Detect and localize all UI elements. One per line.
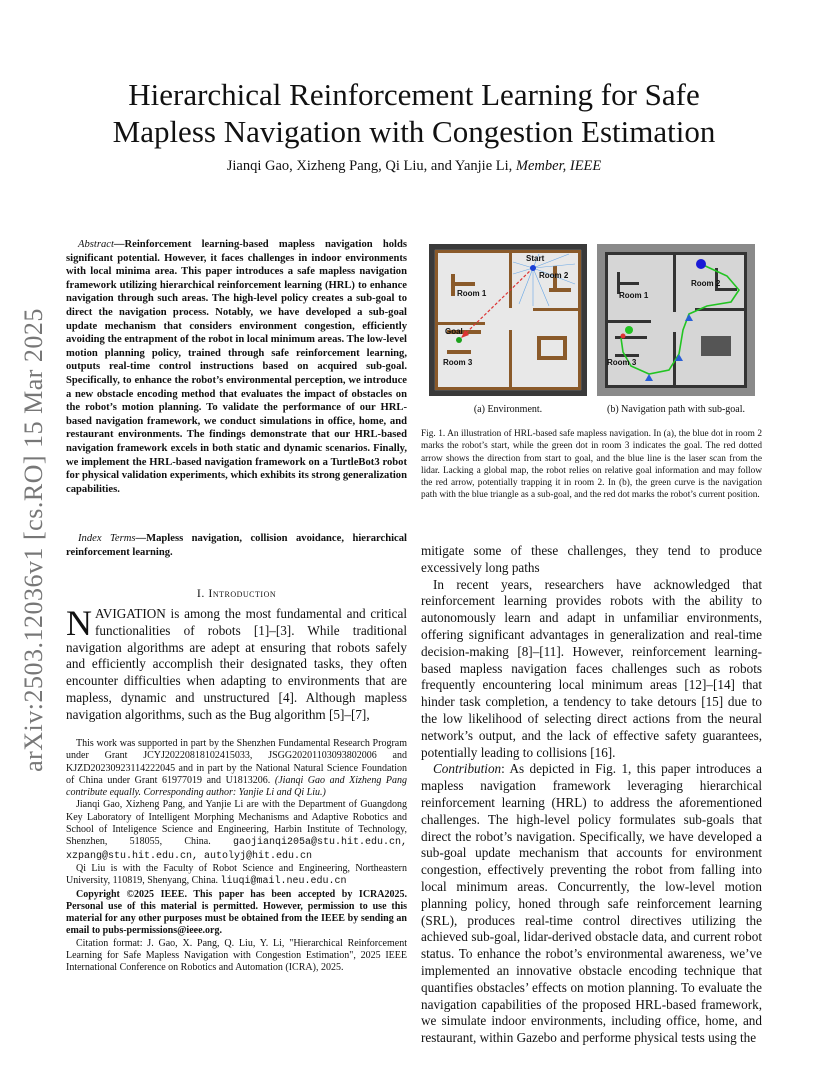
label-start: Start [526, 254, 545, 263]
abstract-label: Abstract [78, 239, 114, 250]
copyright-notice: Copyright ©2025 IEEE. This paper has been accepted by ICRA2025. Personal use of this material is permitted. However, permission to use this material for any other purposes must be obtained from the IEEE by sending an email to pubs-permissions@ieee.org. [66, 888, 407, 937]
email-gao: gaojianqi205a@stu.hit.edu.cn, [232, 837, 407, 849]
paragraph-recent-years: In recent years, researchers have acknowledged that reinforcement learning provides robots with the ability to autonomously learn and adapt in unfamiliar environments, offering significant advantages in generalization and real-time decision-making [8]–[11]. However, reinforcement learning-based mapless navigation faces challenges such as robots frequently encountering local minimum areas [12]–[14] that hinder task completion, a tendency to take detours [15] due to the low likelihood of selecting direct actions from the neural network’s output, and the lack of effective safety guarantees, potentially leading to collisions [16]. [421, 576, 762, 760]
footnote-liu: Qi Liu is with the Faculty of Robot Science and Engineering, Northeastern University, 110819, Shenyang, China. liuqi@mail.neu.edu.cn [66, 862, 407, 888]
environment-render [429, 244, 587, 396]
label-room-2b: Room 2 [691, 279, 721, 288]
author-line [60, 158, 768, 175]
label-room-1a: Room 1 [457, 289, 487, 298]
introduction-paragraph [66, 603, 407, 724]
subcaption-a: (a) Environment. [473, 404, 543, 415]
paragraph-contribution [421, 761, 762, 1047]
section-heading-introduction: I. Introduction [196, 586, 277, 600]
title-line-2: Mapless Navigation with Congestion Estimation [112, 114, 716, 149]
authors: Jianqi Gao, Xizheng Pang, Qi Liu, and Yanjie Li, [226, 158, 513, 174]
contribution-label: Contribution [433, 761, 502, 777]
label-goal: Goal [445, 327, 463, 336]
label-room-1b: Room 1 [619, 291, 649, 300]
footnotes [66, 738, 407, 975]
contribution-text: : As depicted in Fig. 1, this paper introduces a mapless navigation framework leveraging hierarchical reinforcement learning (HRL) to address the aforementioned challenges. The high-level policy formulates sub-goals that direct the robot’s navigation. Specifically, we have developed a sub-goal update mechanism that accounts for environment congestion, effectively preventing the robot from falling into local minimum areas. Concurrently, the low-level motion planning policy, honed through safe reinforcement learning (SRL), produces real-time control directives utilizing the achieved sub-goal, lidar-derived obstacle data, and current robot status. To enhance the robot’s environmental awareness, we’ve implemented an innovative obstacle encoding technique that quantifies obstacles’ effects on motion planning. To evaluate the navigation capabilities of the proposed HRL-based framework, we simulate indoor environments, including office, home, and restaurant, within Gazebo and performe physical tests using the [421, 761, 762, 1046]
subcaption-b: (b) Navigation path with sub-goal. [606, 404, 746, 415]
introduction-text: AVIGATION is among the most fundamental and critical functionalities of robots [1]–[3]. While traditional navigation algorithms are adept at ensuring that robots safely and efficiently accomplish their designated tasks, they often encounter difficulties when adapting to environments that are mapless, dynamic and unstructured [4]. Although mapless navigation algorithms, such as the Bug algorithm [5]–[7], [66, 606, 407, 722]
arxiv-stamp: arXiv:2503.12036v1 [cs.RO] 15 Mar 2025 [19, 308, 48, 772]
abstract-text: —Reinforcement learning-based mapless navigation holds significant potential. However, it faces challenges in indoor environments with local minima area. This paper introduces a safe mapless navigation framework utilizing hierarchical reinforcement learning (HRL) to enhance navigation through such areas. The high-level policy creates a sub-goal to direct the navigation process. Notably, we have developed a sub-goal update mechanism that considers environment congestion, efficiently avoiding the entrapment of the robot in local minimum areas. The low-level motion planning policy, trained through safe reinforcement learning, outputs real-time control instructions based on acquired sub-goal. Specifically, to enhance the robot’s environmental perception, we introduce a new obstacle encoding method that evaluates the impact of obstacles on the robot’s motion planning. To validate the performance of our HRL-based navigation framework, we conduct simulations in office, home, and restaurant environments. The findings demonstrate that our HRL-based navigation framework excels in both static and dynamic scenarios. Finally, we implement the HRL-based navigation framework on a TurtleBot3 robot for physical validation experiments, which exhibits its strong generalization capabilities. [66, 239, 407, 495]
label-room-3b: Room 3 [607, 358, 637, 367]
paragraph-mitigate: mitigate some of these challenges, they tend to produce excessively long paths [421, 543, 762, 575]
paper-title [60, 76, 768, 150]
index-terms [66, 532, 407, 559]
drop-cap: N [66, 603, 92, 643]
label-room-3a: Room 3 [443, 358, 473, 367]
figure-1b-navigation-path [597, 244, 755, 396]
footnote-support: This work was supported in part by the Shenzhen Fundamental Research Program under Grant JCYJ20220818102415033, JSGG20201103093802006 and KJZD20230923114222045 and in part by the National Natural Science Foundation of China under Grant 61977019 and U1813206. (Jianqi Gao and Xizheng Pang contribute equally. Corresponding author: Yanjie Li and Qi Liu.) [66, 738, 408, 799]
email-pang-li: xzpang@stu.hit.edu.cn, autolyj@hit.edu.cn [66, 850, 313, 862]
member-title: Member, IEEE [515, 158, 602, 174]
navigation-map [597, 244, 755, 396]
citation-format: Citation format: J. Gao, X. Pang, Q. Liu, Y. Li, "Hierarchical Reinforcement Learning for Safe Mapless Navigation with Congestion Estimation", 2025 IEEE International Conference on Robotics and Automation (ICRA), 2025. [66, 937, 407, 974]
email-liu: liuqi@mail.neu.edu.cn [220, 876, 347, 888]
index-terms-text: —Mapless navigation, collision avoidance, hierarchical reinforcement learning. [66, 533, 407, 558]
index-terms-label: Index Terms [78, 533, 136, 544]
label-room-2a: Room 2 [539, 271, 569, 280]
right-column-text [421, 543, 762, 1047]
footnote-equal: (Jianqi Gao and Xizheng Pang contribute equally. Corresponding author: Yanjie Li and Qi Liu.) [66, 774, 408, 799]
footnote-affiliation: Jianqi Gao, Xizheng Pang, and Yanjie Li are with the Department of Guangdong Key Laboratory of Intelligent Morphing Mechanisms and Adaptive Robotics and School of Inteligence Science and Engineering, Harbin Institute of Technology, Shenzhen, 518055, China. gaojianqi205a@stu.hit.edu.cn, xzpang@stu.hit.edu.cn, autolyj@hit.edu.cn [66, 799, 407, 862]
abstract [66, 238, 407, 496]
figure-1-caption: Fig. 1. An illustration of HRL-based safe mapless navigation. In (a), the blue dot in room 2 marks the robot’s start, while the green dot in room 3 indicates the goal. The red dotted arrow shows the direction from start to goal, and the blue line is the laser scan from the lidar. Lacking a global map, the robot relies on relative goal information and may follow the red arrow, potentially trapping it in room 2. In (b), the green curve is the navigation path with the blue triangle as a sub-goal, and the red dot marks the robot’s current position. [421, 429, 762, 501]
title-line-1: Hierarchical Reinforcement Learning for Safe [128, 77, 700, 112]
figure-1a-environment [429, 244, 587, 396]
